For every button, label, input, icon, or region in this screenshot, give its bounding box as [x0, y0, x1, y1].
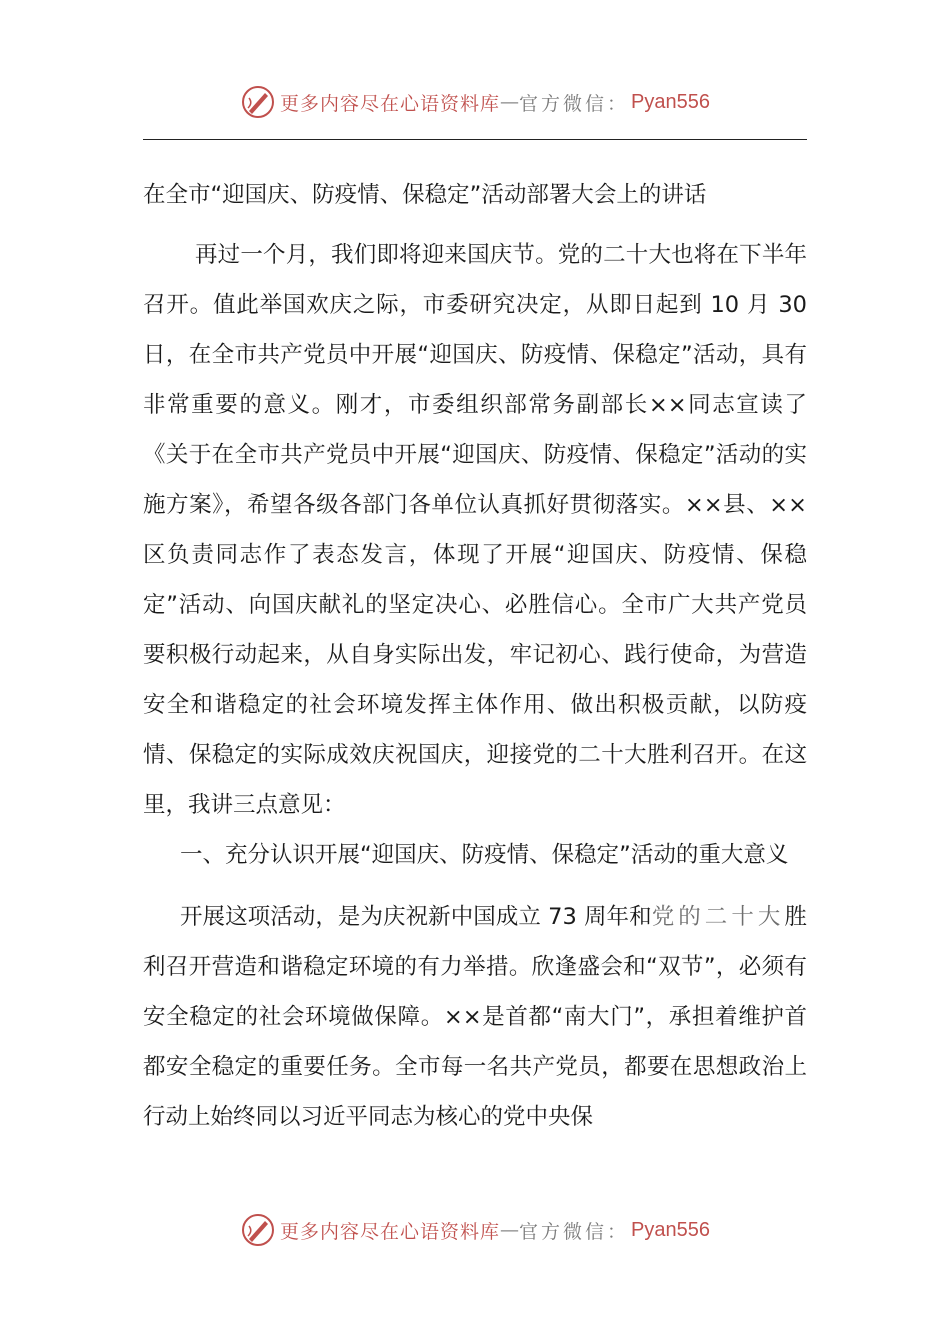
banner-wechat-label: 官方微信：: [519, 92, 630, 115]
document-body: [143, 172, 807, 1142]
banner-text: 更多内容尽在心语资料库: [280, 1220, 501, 1243]
banner-text: 更多内容尽在心语资料库: [280, 92, 501, 115]
document-title: 在全市“迎国庆、防疫情、保稳定”活动部署大会上的讲话: [143, 182, 707, 208]
pen-logo-icon: [240, 1212, 276, 1248]
pen-logo-icon: [240, 84, 276, 120]
paragraph-text: 开展这项活动，是为庆祝新中国成立 73 周年和: [180, 904, 652, 930]
footer-banner: [0, 1210, 950, 1250]
paragraph-muted-text: 党的二十大: [651, 904, 785, 930]
banner-wechat-id: Pyan556: [631, 90, 710, 113]
section-heading-1: 一、充分认识开展“迎国庆、防疫情、保稳定”活动的重大意义: [180, 842, 789, 868]
banner-wechat-label: 官方微信：: [519, 1220, 630, 1243]
paragraph-section-1: [143, 892, 807, 1142]
banner-wechat-id: Pyan556: [631, 1218, 710, 1241]
paragraph-text-rest: 胜利召开营造和谐稳定环境的有力举措。欣逢盛会和“双节”，必须有安全稳定的社会环境做保障。××是首都“南大门”，承担着维护首都安全稳定的重要任务。全市每一名共产党员，都要在思想政治上行动上始终同以习近平同志为核心的党中央保: [143, 904, 807, 1130]
banner-separator: —: [500, 1219, 520, 1241]
banner-separator: —: [500, 91, 520, 113]
header-divider: [143, 139, 807, 140]
paragraph-intro: 再过一个月，我们即将迎来国庆节。党的二十大也将在下半年召开。值此举国欢庆之际，市委研究决定，从即日起到 10 月 30 日，在全市共产党员中开展“迎国庆、防疫情、保稳定”活动，具有非常重要的意义。刚才，市委组织部常务副部长××同志宣读了《关于在全市共产党员中开展“迎国庆、防疫情、保稳定”活动的实施方案》，希望各级各部门各单位认真抓好贯彻落实。××县、××区负责同志作了表态发言，体现了开展“迎国庆、防疫情、保稳定”活动、向国庆献礼的坚定决心、必胜信心。全市广大共产党员要积极行动起来，从自身实际出发，牢记初心、践行使命，为营造安全和谐稳定的社会环境发挥主体作用、做出积极贡献，以防疫情、保稳定的实际成效庆祝国庆，迎接党的二十大胜利召开。在这里，我讲三点意见：: [143, 242, 807, 818]
header-banner: [0, 82, 950, 122]
